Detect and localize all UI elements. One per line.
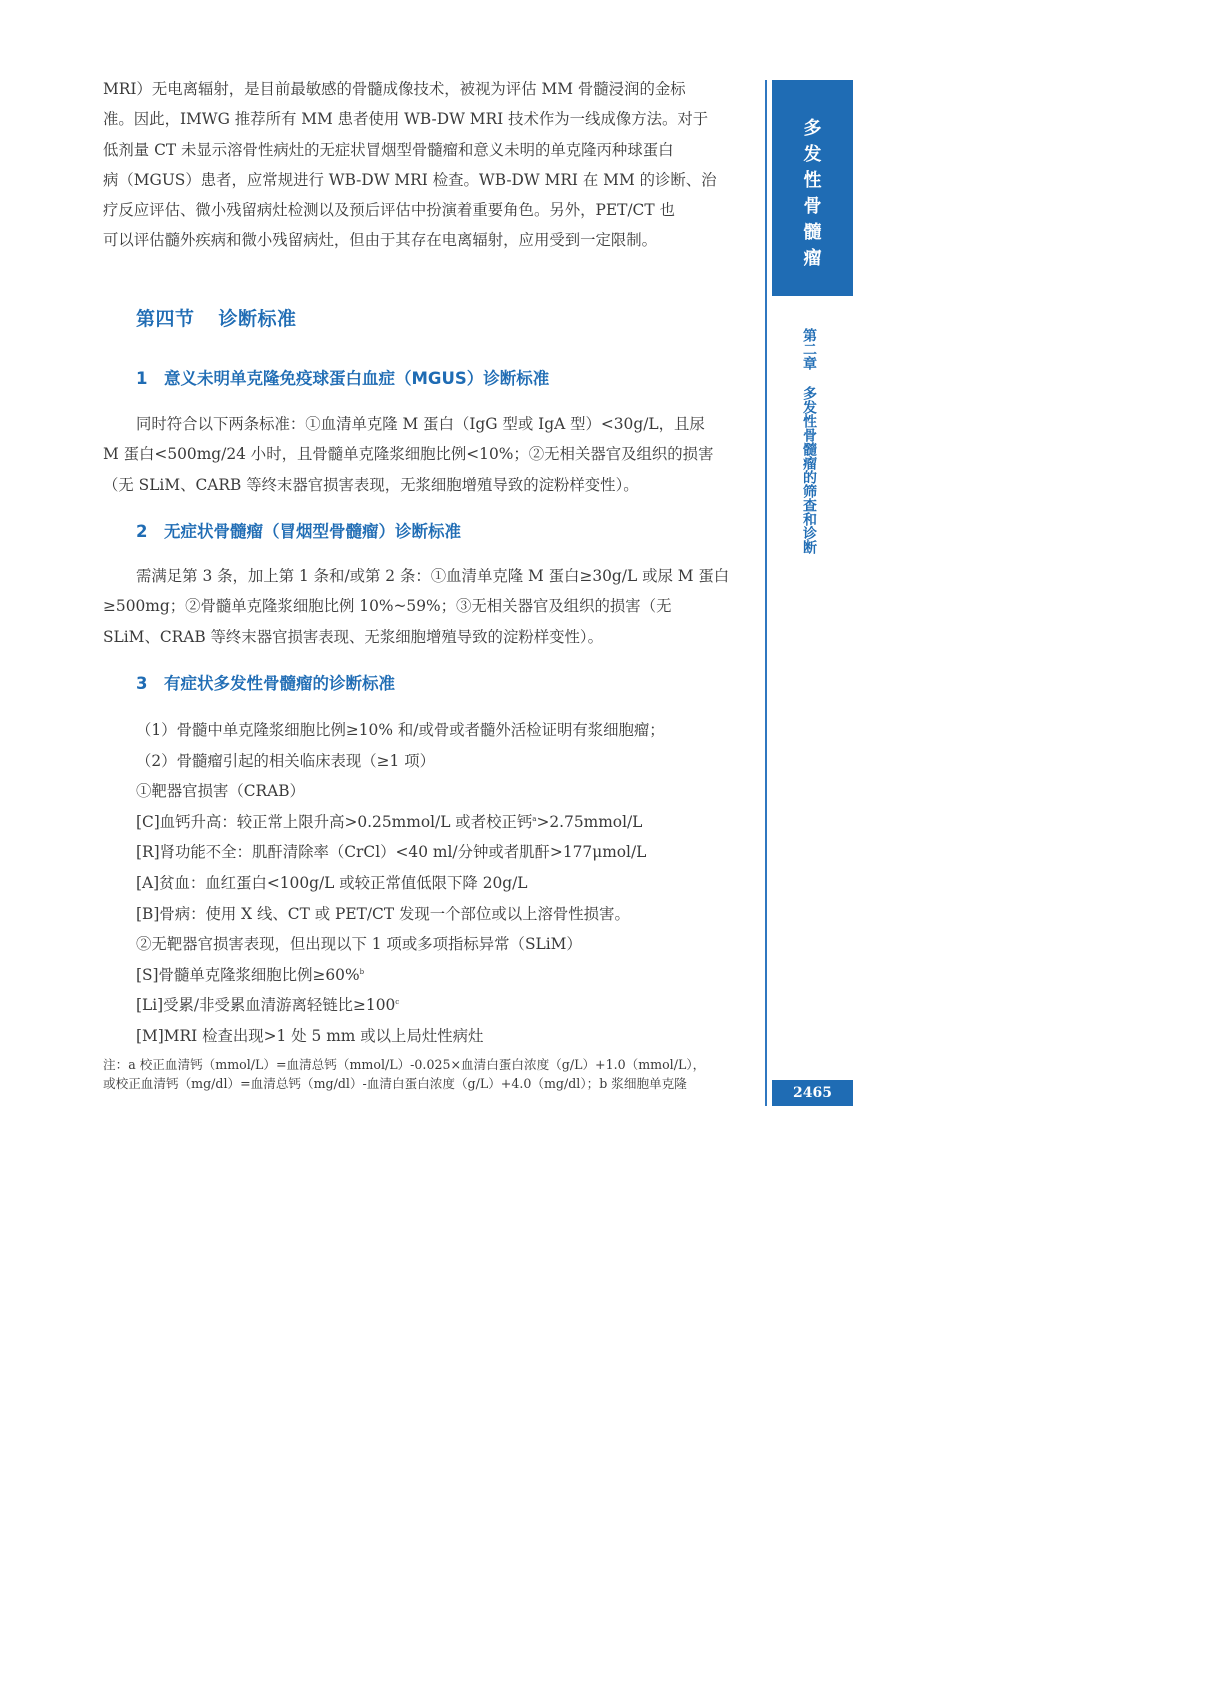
tab-char: 髓 — [803, 222, 822, 243]
body-line: M 蛋白<500mg/24 小时，且骨髓单克隆浆细胞比例<10%；②无相关器官及组织的损害 — [103, 445, 714, 464]
intro-paragraph — [103, 74, 717, 256]
criteria-item: [B]骨病：使用 X 线、CT 或 PET/CT 发现一个部位或以上溶骨性损害。 — [136, 904, 630, 923]
criteria-text: [Li]受累/非受累血清游离轻链比≥100 — [136, 996, 396, 1015]
footnote-line: 或校正血清钙（mg/dl）=血清总钙（mg/dl）-血清白蛋白浓度（g/L）+4.0（mg/dl）；b 浆细胞单克隆 — [103, 1076, 687, 1091]
criteria-item: [A]贫血：血红蛋白<100g/L 或较正常值低限下降 20g/L — [136, 873, 528, 892]
criteria-item: ②无靶器官损害表现，但出现以下 1 项或多项指标异常（SLiM） — [136, 935, 582, 954]
tab-char: 瘤 — [803, 248, 822, 269]
chapter-title: 多发性骨髓瘤的筛查和诊断 — [801, 386, 817, 554]
criteria-item-calcium — [136, 807, 716, 838]
subsection-2-body — [103, 561, 730, 652]
section-heading — [136, 304, 297, 331]
section-number: 第四节 — [136, 308, 195, 330]
tab-char: 发 — [803, 144, 822, 165]
subsection-number: 3 — [136, 674, 148, 693]
body-line: SLiM、CRAB 等终末器官损害表现、无浆细胞增殖导致的淀粉样变性）。 — [103, 627, 603, 646]
book-title-tab — [772, 80, 853, 296]
margin-divider — [765, 80, 767, 1106]
subsection-number: 2 — [136, 522, 148, 541]
tab-char: 性 — [803, 170, 822, 191]
criteria-text: [S]骨髓单克隆浆细胞比例≥60% — [136, 965, 360, 984]
tab-char: 骨 — [803, 196, 822, 217]
criteria-item: （2）骨髓瘤引起的相关临床表现（≥1 项） — [136, 751, 436, 770]
subsection-number: 1 — [136, 369, 148, 388]
body-line: 需满足第 3 条，加上第 1 条和/或第 2 条：①血清单克隆 M 蛋白≥30g/L 或尿 M 蛋白 — [136, 567, 730, 585]
footnote — [103, 1055, 715, 1093]
subsection-3-heading — [136, 670, 395, 694]
criteria-item: [R]肾功能不全：肌酐清除率（CrCl）<40 ml/分钟或者肌酐>177μmol/L — [136, 843, 647, 862]
footnote-marker: a — [532, 814, 537, 823]
subsection-1-body — [103, 409, 715, 500]
criteria-text: >2.75mmol/L — [536, 812, 643, 831]
criteria-item-li — [136, 990, 716, 1021]
tab-char: 多 — [803, 118, 822, 139]
subsection-title: 有症状多发性骨髓瘤的诊断标准 — [164, 674, 395, 693]
subsection-1-heading — [136, 365, 549, 389]
footnote-marker: b — [359, 967, 365, 976]
chapter-label — [796, 328, 822, 554]
criteria-item-s — [136, 960, 716, 991]
intro-line: 低剂量 CT 未显示溶骨性病灶的无症状冒烟型骨髓瘤和意义未明的单克隆丙种球蛋白 — [103, 140, 674, 159]
intro-line: 准。因此，IMWG 推荐所有 MM 患者使用 WB-DW MRI 技术作为一线成像方法。对于 — [103, 110, 709, 129]
body-line: 同时符合以下两条标准：①血清单克隆 M 蛋白（IgG 型或 IgA 型）<30g/L，且尿 — [136, 415, 705, 433]
criteria-list — [136, 715, 716, 1052]
subsection-title: 无症状骨髓瘤（冒烟型骨髓瘤）诊断标准 — [164, 522, 461, 541]
footnote-line: 注：a 校正血清钙（mmol/L）=血清总钙（mmol/L）-0.025×血清白蛋白浓度（g/L）+1.0（mmol/L）， — [103, 1057, 706, 1072]
intro-line: 疗反应评估、微小残留病灶检测以及预后评估中扮演着重要角色。另外，PET/CT 也 — [103, 201, 675, 220]
intro-line: MRI）无电离辐射，是目前最敏感的骨髓成像技术，被视为评估 MM 骨髓浸润的金标 — [103, 80, 686, 98]
body-line: ≥500mg；②骨髓单克隆浆细胞比例 10%~59%；③无相关器官及组织的损害（无 — [103, 597, 672, 616]
intro-line: 病（MGUS）患者，应常规进行 WB-DW MRI 检查。WB-DW MRI 在 MM 的诊断、治 — [103, 170, 717, 189]
subsection-2-heading — [136, 518, 461, 542]
page-number: 2465 — [772, 1080, 853, 1106]
criteria-text: [C]血钙升高：较正常上限升高>0.25mmol/L 或者校正钙 — [136, 812, 533, 831]
intro-line: 可以评估髓外疾病和微小残留病灶，但由于其存在电离辐射，应用受到一定限制。 — [103, 231, 658, 250]
criteria-item: ①靶器官损害（CRAB） — [136, 782, 305, 801]
criteria-item: [M]MRI 检查出现>1 处 5 mm 或以上局灶性病灶 — [136, 1026, 484, 1045]
section-title: 诊断标准 — [218, 308, 297, 330]
subsection-title: 意义未明单克隆免疫球蛋白血症（MGUS）诊断标准 — [164, 369, 550, 388]
chapter-number: 第二章 — [801, 328, 817, 370]
footnote-marker: c — [395, 998, 400, 1007]
criteria-item: （1）骨髓中单克隆浆细胞比例≥10% 和/或骨或者髓外活检证明有浆细胞瘤； — [136, 721, 665, 739]
body-line: （无 SLiM、CARB 等终末器官损害表现，无浆细胞增殖导致的淀粉样变性）。 — [103, 475, 639, 494]
